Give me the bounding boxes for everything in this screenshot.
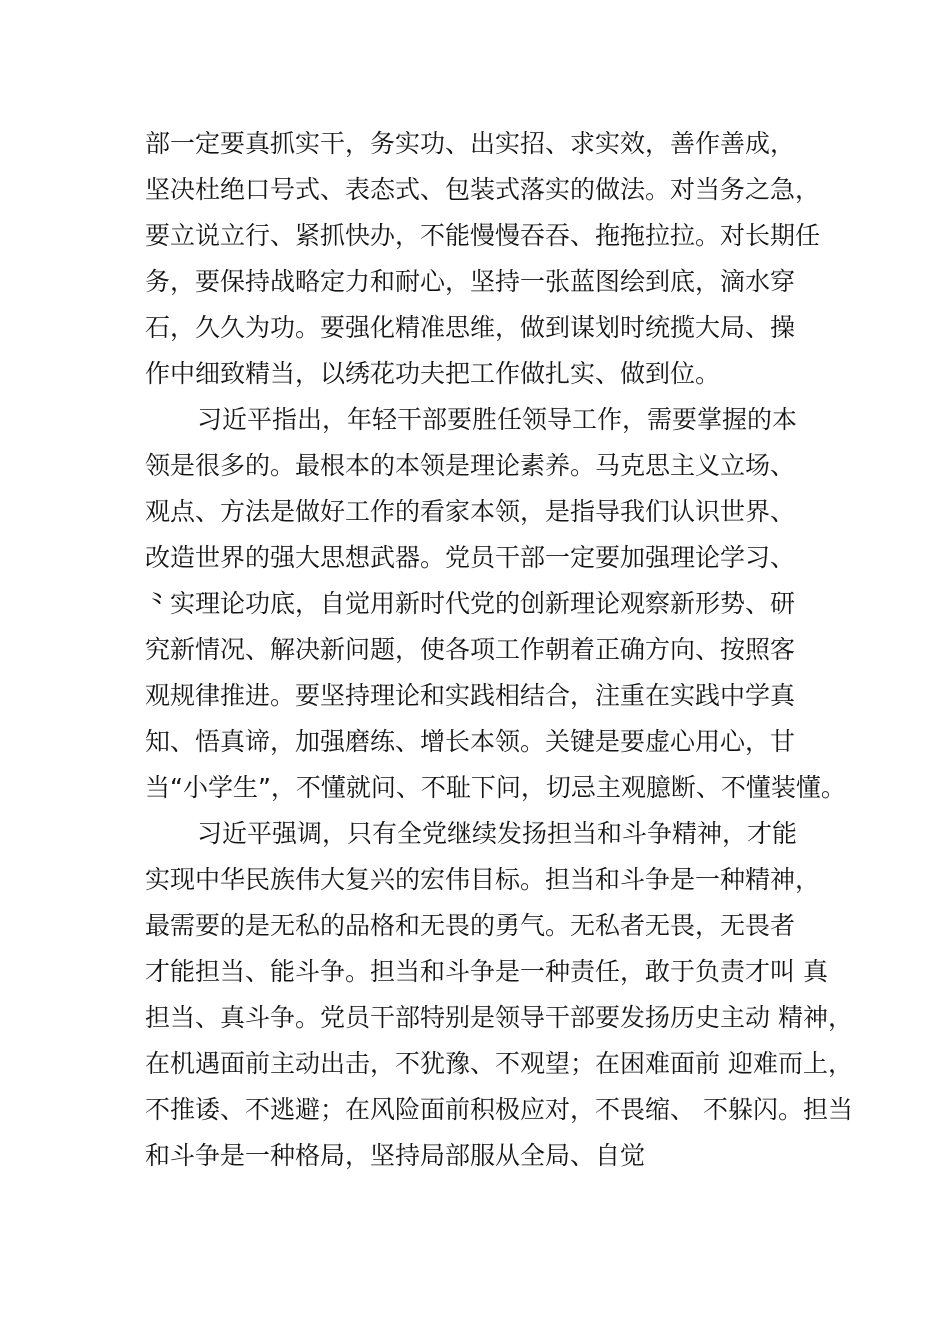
text-line: 部一定要真抓实干，务实功、出实招、求实效，善作善成， (145, 129, 796, 158)
text-line: 才能担当、能斗争。担当和斗争是一种责任，敢于负责才叫 真 (145, 957, 828, 986)
article-body (145, 121, 865, 1179)
text-line: 不推诿、不逃避；在风险面前积极应对，不畏缩、 不躲闪。担当 (145, 1095, 853, 1124)
text-line: 担当、真斗争。党员干部特别是领导干部要发扬历史主动 精神， (145, 1003, 853, 1032)
paragraph-first-line: 习近平指出，年轻干部要胜任领导工作，需要掌握的本 (197, 405, 798, 434)
paragraph-first-line: 习近平强调，只有全党继续发扬担当和斗争精神，才能 (197, 819, 798, 848)
text-line: 当“小学生”，不懂就问、不耻下问，切忌主观臆断、不懂装懂。 (145, 773, 846, 802)
text-line: 和斗争是一种格局，坚持局部服从全局、自觉 (145, 1141, 646, 1170)
text-line: 务，要保持战略定力和耐心，坚持一张蓝图绘到底，滴水穿 (145, 267, 796, 296)
text-line: 石，久久为功。要强化精准思维，做到谋划时统揽大局、操 (145, 313, 796, 342)
text-line: 知、悟真谛，加强磨练、增长本领。关键是要虚心用心，甘 (145, 727, 796, 756)
text-line: 究新情况、解决新问题，使各项工作朝着正确方向、按照客 (145, 635, 796, 664)
text-line: 领是很多的。最根本的本领是理论素养。马克思主义立场、 (145, 451, 796, 480)
text-line: 要立说立行、紧抓快办，不能慢慢吞吞、拖拖拉拉。对长期任 (145, 221, 821, 250)
text-line: 最需要的是无私的品格和无畏的勇气。无私者无畏，无畏者 (145, 911, 796, 940)
text-line: 作中细致精当，以绣花功夫把工作做扎实、做到位。 (145, 359, 721, 388)
text-line: 在机遇面前主动出击，不犹豫、不观望；在困难面前 迎难而上， (145, 1049, 853, 1078)
text-line: 观点、方法是做好工作的看家本领，是指导我们认识世界、 (145, 497, 796, 526)
text-line: 坚决杜绝口号式、表态式、包装式落实的做法。对当务之急， (145, 175, 821, 204)
text-line: 改造世界的强大思想武器。党员干部一定要加强理论学习、 (145, 543, 796, 572)
text-line: 观规律推进。要坚持理论和实践相结合，注重在实践中学真 (145, 681, 796, 710)
text-line: ⺀实理论功底，自觉用新时代党的创新理论观察新形势、研 (145, 589, 796, 618)
text-line: 实现中华民族伟大复兴的宏伟目标。担当和斗争是一种精神， (145, 865, 821, 894)
